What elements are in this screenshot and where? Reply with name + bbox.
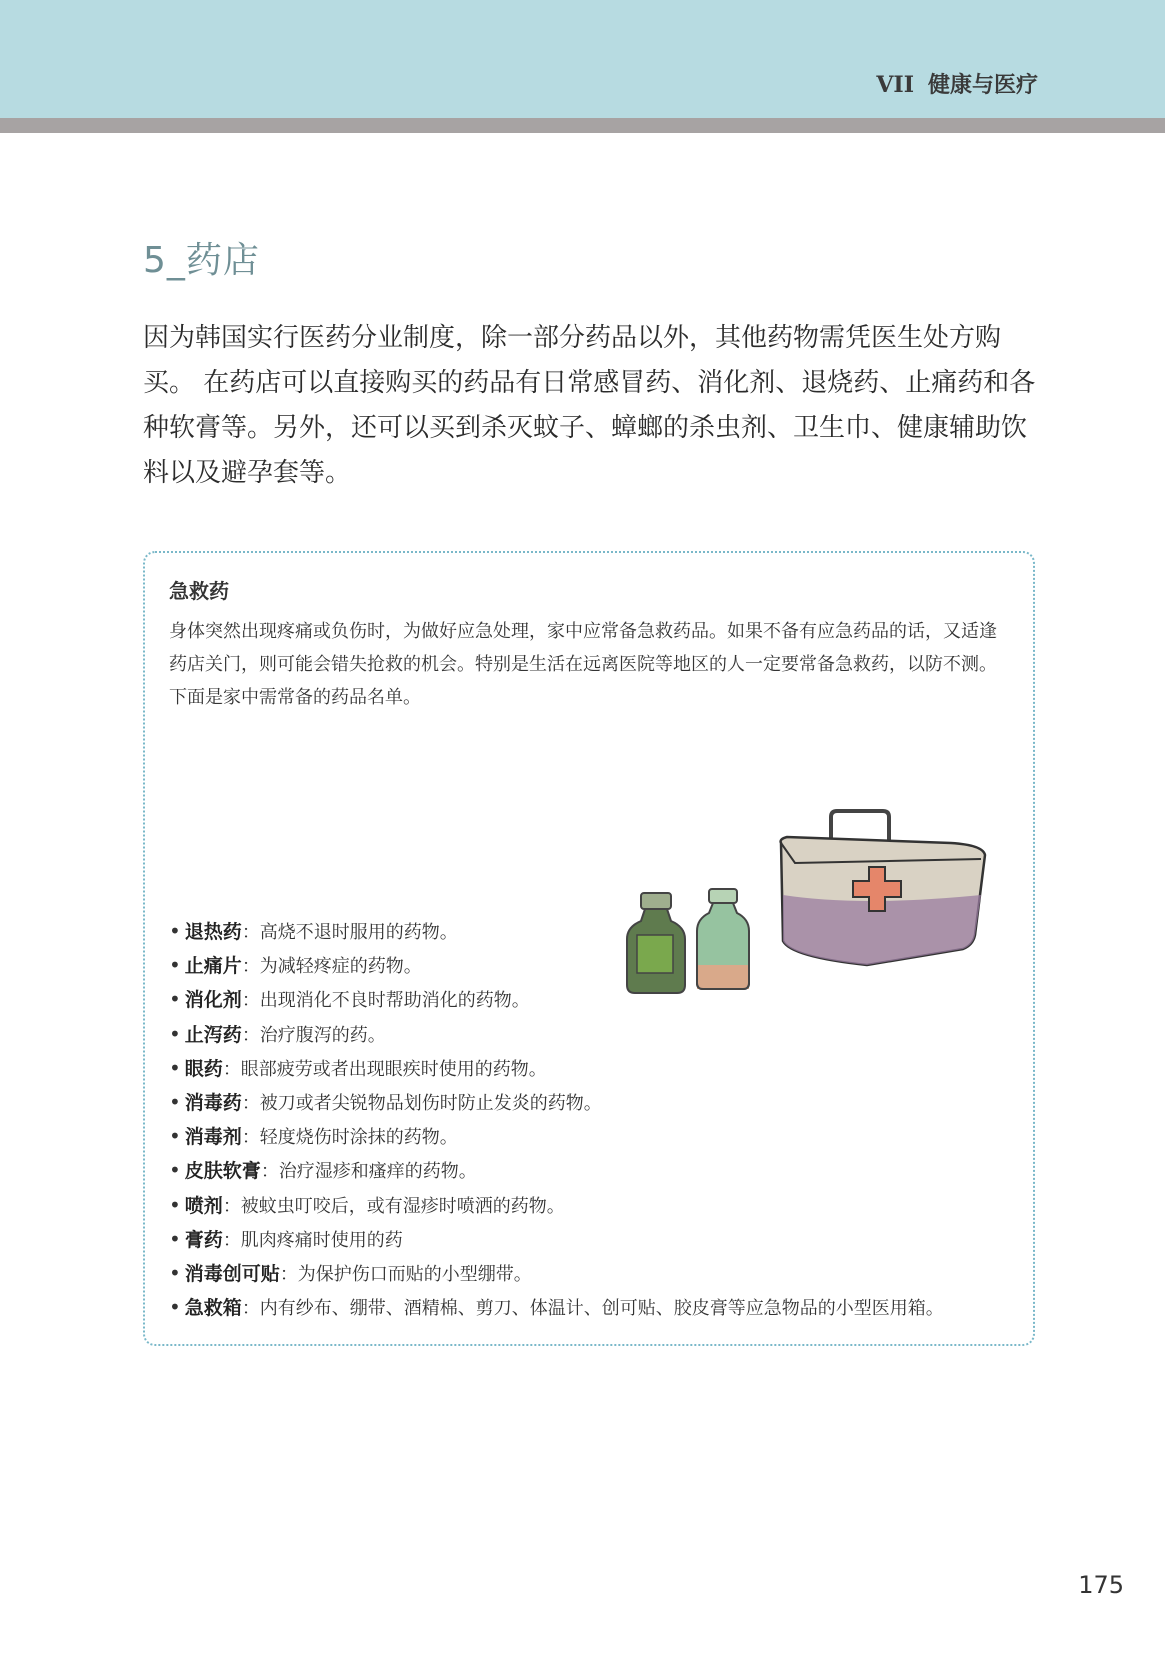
page-number: 175 [1078, 1571, 1124, 1599]
item-desc: ：治疗腹泻的药。 [241, 1024, 386, 1046]
item-term: 止痛片 [184, 955, 242, 978]
list-item: • 退热药：高烧不退时服用的药物。 [169, 919, 458, 943]
chapter-number: VII [876, 72, 914, 98]
item-term: 眼药 [184, 1057, 223, 1080]
list-item: • 消毒药：被刀或者尖锐物品划伤时防止发炎的药物。 [169, 1090, 602, 1115]
chapter-title: 健康与医疗 [927, 73, 1038, 98]
list-item: • 膏药：肌肉疼痛时使用的药 [169, 1226, 403, 1251]
chapter-label [876, 68, 1038, 99]
item-term: 消毒药 [184, 1092, 242, 1115]
list-item: • 急救箱：内有纱布、绷带、酒精棉、剪刀、体温计、创可贴、胶皮膏等应急物品的小型医用箱。 [169, 1295, 944, 1320]
item-desc: ：出现消化不良时帮助消化的药物。 [241, 990, 530, 1012]
item-term: 消化剂 [184, 989, 242, 1012]
item-desc: ：治疗湿疹和瘙痒的药物。 [260, 1161, 477, 1183]
first-aid-box [143, 551, 1035, 1346]
header-rule [0, 118, 1165, 133]
list-item: • 皮肤软膏：治疗湿疹和瘙痒的药物。 [169, 1158, 477, 1183]
item-term: 急救箱 [184, 1297, 242, 1320]
list-item: • 止泻药：治疗腹泻的药。 [169, 1021, 386, 1046]
list-item: • 喷剂：被蚊虫叮咬后，或有湿疹时喷洒的药物。 [169, 1192, 565, 1217]
header-band [0, 0, 1165, 118]
list-item: • 消毒创可贴：为保护伤口而贴的小型绷带。 [169, 1261, 532, 1286]
intro-paragraph: 因为韩国实行医药分业制度，除一部分药品以外，其他药物需凭医生处方购买。 在药店可以直接购买的药品有日常感冒药、消化剂、退烧药、止痛药和各种软膏等。另外，还可以买到杀灭蚊子、蟑螂的杀虫剂、卫生巾、健康辅助饮料以及避孕套等。 [143, 323, 1036, 488]
medicine-list [169, 915, 1014, 1325]
item-term: 喷剂 [184, 1194, 223, 1217]
item-desc: ：内有纱布、绷带、酒精棉、剪刀、体温计、创可贴、胶皮膏等应急物品的小型医用箱。 [241, 1298, 944, 1320]
item-desc: ：被刀或者尖锐物品划伤时防止发炎的药物。 [241, 1093, 602, 1115]
box-title: 急救药 [169, 579, 229, 603]
item-term: 皮肤软膏 [184, 1160, 261, 1183]
item-desc: ：为减轻疼症的药物。 [241, 956, 422, 978]
item-term: 退热药 [184, 921, 242, 943]
section-title: 5_药店 [143, 240, 260, 281]
item-desc: ：为保护伤口而贴的小型绷带。 [279, 1264, 532, 1286]
list-item: • 消毒剂：轻度烧伤时涂抹的药物。 [169, 1124, 458, 1149]
item-term: 消毒创可贴 [184, 1263, 280, 1286]
item-term: 膏药 [184, 1228, 223, 1251]
item-term: 消毒剂 [184, 1126, 242, 1149]
item-desc: ：被蚊虫叮咬后，或有湿疹时喷洒的药物。 [222, 1195, 565, 1217]
item-desc: ：高烧不退时服用的药物。 [241, 922, 458, 943]
item-desc: ：肌肉疼痛时使用的药 [222, 1229, 403, 1251]
item-desc: ：轻度烧伤时涂抹的药物。 [241, 1127, 458, 1149]
item-term: 止泻药 [184, 1023, 242, 1046]
list-item: • 眼药：眼部疲劳或者出现眼疾时使用的药物。 [169, 1055, 547, 1080]
list-item: • 消化剂：出现消化不良时帮助消化的药物。 [169, 987, 530, 1012]
list-item: • 止痛片：为减轻疼症的药物。 [169, 953, 422, 978]
box-description: 身体突然出现疼痛或负伤时，为做好应急处理，家中应常备急救药品。如果不备有应急药品的话，又适逢药店关门，则可能会错失抢救的机会。特别是生活在远离医院等地区的人一定要常备急救药，以防不测。下面是家中需常备的药品名单。 [169, 621, 997, 708]
item-desc: ：眼部疲劳或者出现眼疾时使用的药物。 [222, 1058, 547, 1080]
